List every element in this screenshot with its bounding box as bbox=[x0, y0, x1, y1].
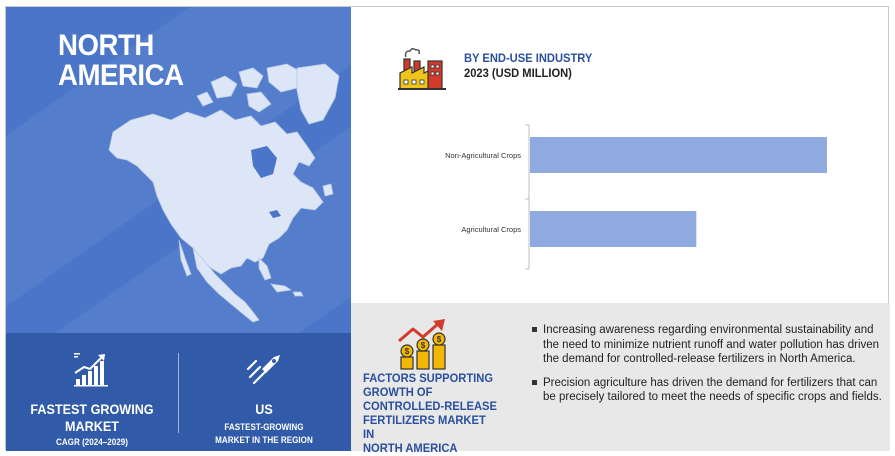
factors-list bbox=[532, 323, 882, 414]
fastest-country-stat bbox=[178, 333, 350, 451]
growth-chart-icon bbox=[72, 351, 112, 387]
country-caption-line2: MARKET IN THE REGION bbox=[215, 435, 313, 445]
svg-text:$: $ bbox=[404, 347, 410, 356]
stat-caption: CAGR (2024–2029) bbox=[55, 437, 129, 447]
stat-headline-line2: MARKET bbox=[65, 418, 119, 434]
bullet-text: Precision agriculture has driven the demand for fertilizers that can be precisely tailored to meet the needs of specific crops and fields. bbox=[543, 376, 882, 403]
bar-non-agricultural-crops bbox=[530, 137, 827, 173]
category-label: Non-Agricultural Crops bbox=[445, 151, 521, 160]
chart-title: BY END-USE INDUSTRY bbox=[464, 51, 593, 65]
factors-panel bbox=[351, 303, 890, 455]
country-name: US bbox=[255, 401, 273, 417]
region-panel bbox=[6, 7, 351, 333]
svg-text:$: $ bbox=[420, 341, 426, 350]
bullet-icon bbox=[532, 327, 537, 332]
bar-agricultural-crops bbox=[530, 211, 696, 247]
north-america-map bbox=[101, 62, 341, 327]
list-item bbox=[532, 376, 882, 405]
svg-text:$: $ bbox=[436, 335, 442, 344]
money-growth-icon bbox=[393, 319, 453, 371]
fastest-growing-stat bbox=[6, 333, 178, 451]
factory-icon bbox=[396, 47, 448, 91]
stats-band bbox=[6, 333, 351, 451]
stat-headline-line1: FASTEST GROWING bbox=[30, 401, 154, 417]
factors-title: FACTORS SUPPORTING GROWTH OF CONTROLLED-RELEASE FERTILIZERS MARKET IN NORTH AMERICA bbox=[363, 371, 497, 455]
bullet-text: Increasing awareness regarding environmental sustainability and the need to minimize nutrient runoff and water pollution has driven the demand for controlled-release fertilizers in North America. bbox=[543, 324, 880, 365]
end-use-bar-chart bbox=[351, 107, 890, 277]
rocket-speed-icon bbox=[244, 351, 284, 387]
region-title: NORTH AMERICA bbox=[58, 29, 184, 92]
country-caption-line1: FASTEST-GROWING bbox=[224, 422, 304, 432]
chart-subtitle: 2023 (USD MILLION) bbox=[464, 66, 572, 80]
list-item bbox=[532, 323, 882, 367]
category-label: Agricultural Crops bbox=[461, 225, 521, 234]
infographic-frame bbox=[5, 6, 889, 455]
bullet-icon bbox=[532, 380, 537, 385]
